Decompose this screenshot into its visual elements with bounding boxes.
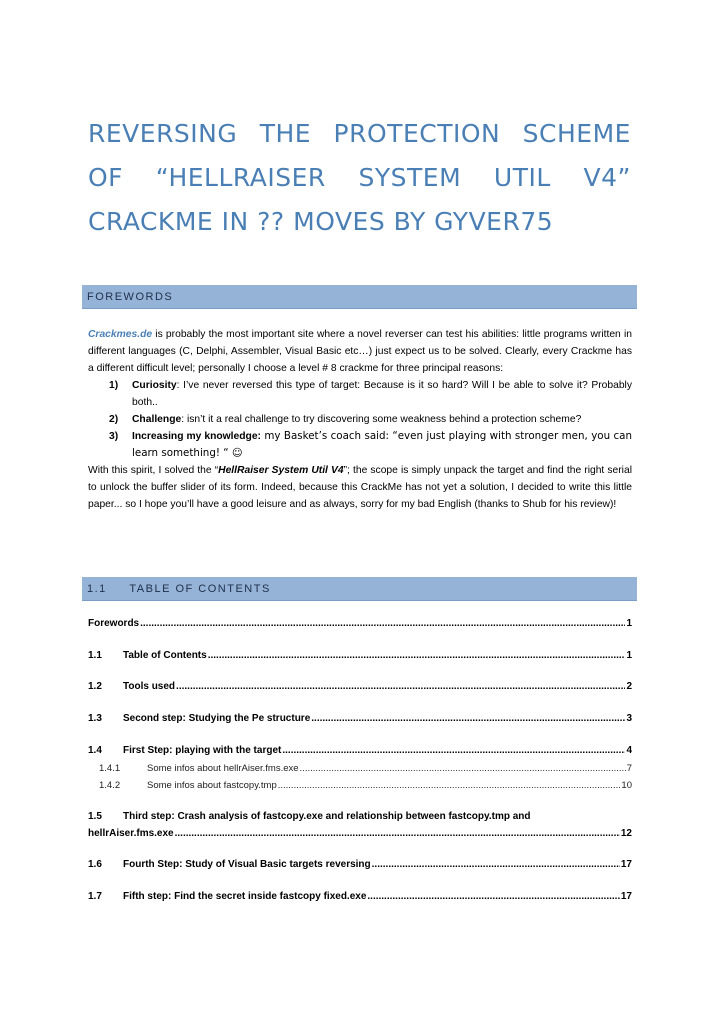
forewords-intro: Crackmes.de is probably the most important site where a novel reverser can test his abilities: little programs written in different languages (C, Delphi, Assembler, Visual Basic etc…) just expect us to be solved. Clearly, every Crackme has a different difficult level; personally I choose a level # 8 crackme for three principal reasons:: [88, 329, 632, 374]
toc-entry[interactable]: 1.1 Table of Contents ..... 1: [88, 650, 632, 661]
reason-item: 1) Curiosity: I’ve never reversed this type of target: Because is it so hard? Will I be able to solve it? Probably both..: [109, 380, 632, 408]
document-title: [88, 112, 631, 244]
toc-subentry[interactable]: 1.4.2 Some infos about fastcopy.tmp ..... 10: [88, 780, 632, 791]
forewords-body: [88, 326, 632, 513]
title-line-3: CRACKME IN ?? MOVES BY GYVER75: [88, 207, 554, 236]
title-line-1: REVERSING THE PROTECTION SCHEME: [88, 119, 631, 148]
toc-entry[interactable]: 1.4 First Step: playing with the target ..... 4: [88, 745, 632, 756]
title-line-2: OF “HELLRAISER SYSTEM UTIL V4”: [88, 163, 631, 192]
toc-entry[interactable]: 1.6 Fourth Step: Study of Visual Basic targets reversing ..... 17: [88, 859, 632, 870]
toc-entry-line2[interactable]: hellrAiser.fms.exe ..... 12: [88, 828, 632, 839]
forewords-heading: FOREWORDS: [82, 285, 637, 309]
toc-entry[interactable]: 1.7 Fifth step: Find the secret inside fastcopy fixed.exe ..... 17: [88, 891, 632, 902]
toc-heading: 1.1 TABLE OF CONTENTS: [82, 577, 637, 601]
reasons-list: [88, 377, 632, 462]
forewords-outro: With this spirit, I solved the “HellRaiser System Util V4”; the scope is simply unpack the target and find the right serial to unlock the buffer slider of its form. Indeed, because this CrackMe has not yet a solution, I decided to write this little paper... so I hope you’ll have a good leisure and as always, sorry for my bad English (thanks to Shub for his review)!: [88, 465, 632, 510]
reason-item: 3) Increasing my knowledge: my Basket’s coach said: “even just playing with stronger men, you can learn something! “ ☺: [109, 430, 632, 459]
toc-subentry[interactable]: 1.4.1 Some infos about hellrAiser.fms.exe ..... 7: [88, 763, 632, 774]
crackmes-link[interactable]: Crackmes.de: [88, 329, 153, 340]
toc-entry[interactable]: Forewords ..... 1: [88, 618, 632, 629]
toc-entry[interactable]: 1.2 Tools used ..... 2: [88, 681, 632, 692]
reason-item: 2) Challenge: isn’t it a real challenge to try discovering some weakness behind a protection scheme?: [109, 414, 582, 425]
toc-entry-line1[interactable]: 1.5 Third step: Crash analysis of fastcopy.exe and relationship between fastcopy.tmp and: [88, 811, 531, 822]
toc-entry[interactable]: 1.3 Second step: Studying the Pe structure ..... 3: [88, 713, 632, 724]
